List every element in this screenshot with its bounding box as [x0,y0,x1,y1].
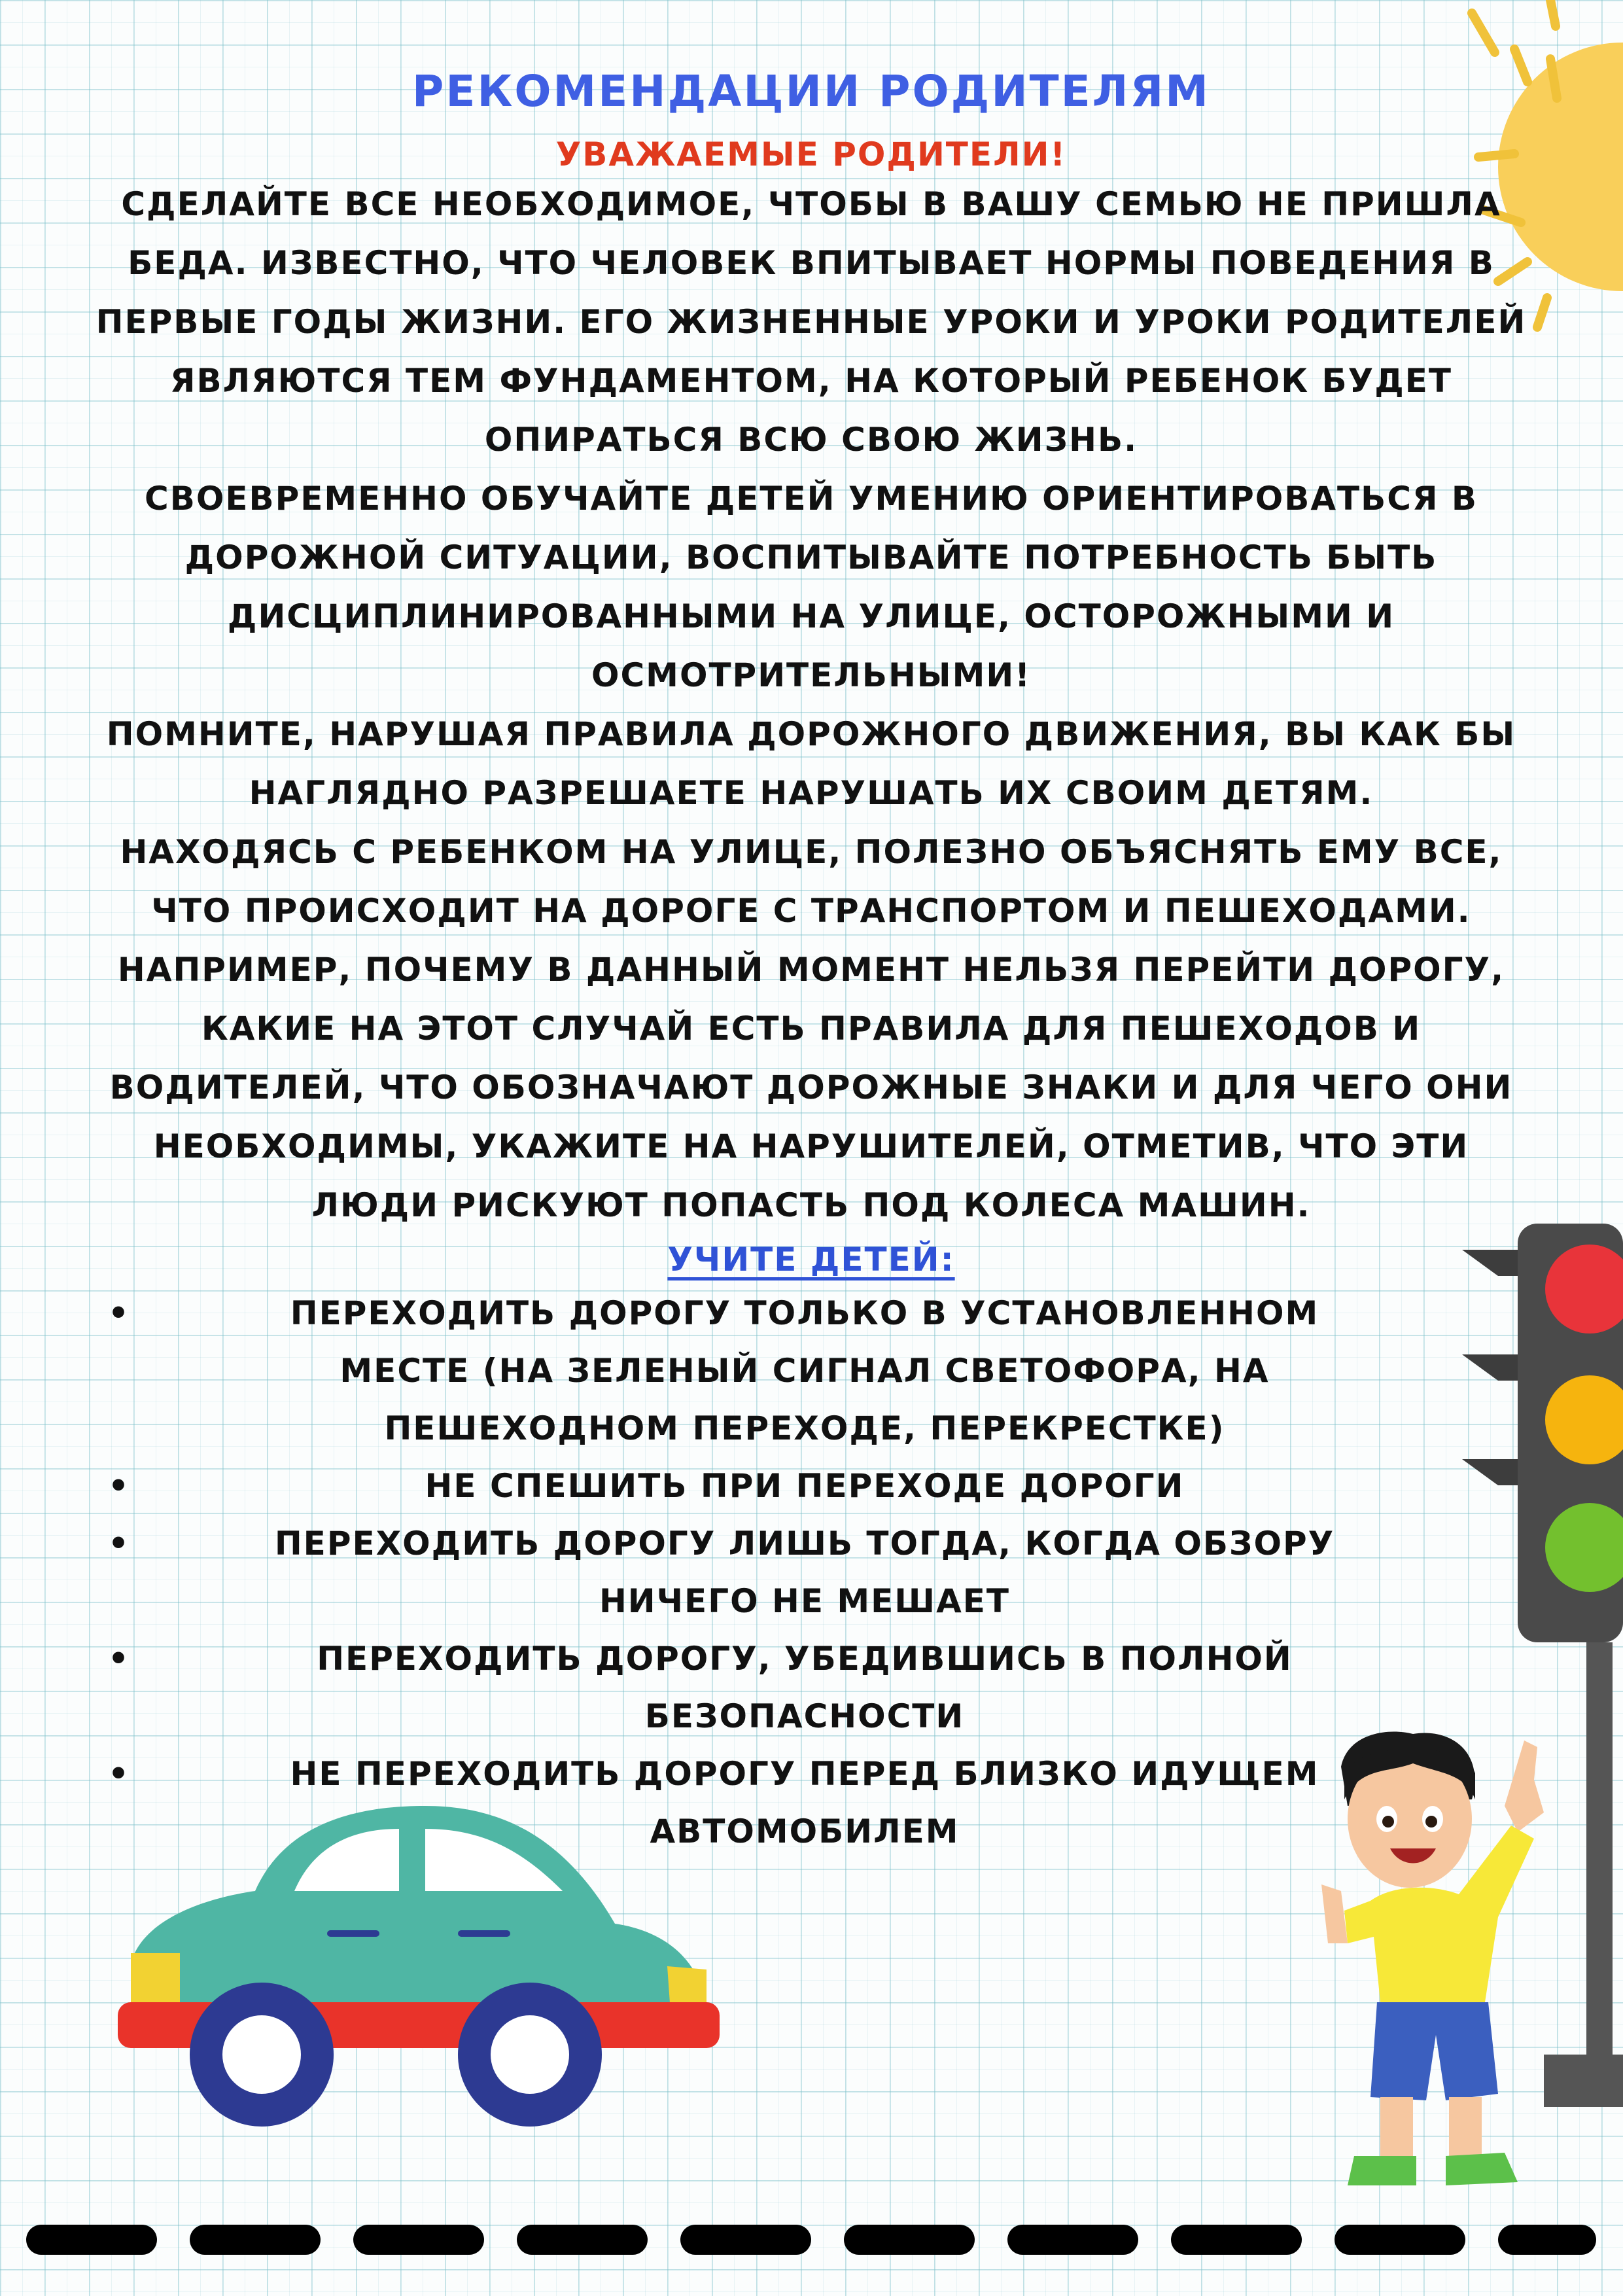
list-item [65,1515,1557,1630]
paragraph-intro: СДЕЛАЙТЕ ВСЕ НЕОБХОДИМОЕ, ЧТОБЫ В ВАШУ СЕМЬЮ НЕ ПРИШЛА БЕДА. ИЗВЕСТНО, ЧТО ЧЕЛОВЕК ВПИТЫВАЕТ НОРМЫ ПОВЕДЕНИЯ В ПЕРВЫЕ ГОДЫ ЖИЗНИ. ЕГО ЖИЗНЕННЫЕ УРОКИ И УРОКИ РОДИТЕЛЕЙ ЯВЛЯЮТСЯ ТЕМ ФУНДАМЕНТОМ, НА КОТОРЫЙ РЕБЕНОК БУДЕТ ОПИРАТЬСЯ ВСЮ СВОЮ ЖИЗНЬ. [96,185,1527,459]
rule-text: НЕ ПЕРЕХОДИТЬ ДОРОГУ ПЕРЕД БЛИЗКО ИДУЩЕМ АВТОМОБИЛЕМ [290,1755,1319,1850]
list-item [65,1630,1557,1745]
rule-text: ПЕРЕХОДИТЬ ДОРОГУ ЛИШЬ ТОГДА, КОГДА ОБЗОРУ НИЧЕГО НЕ МЕШАЕТ [274,1525,1335,1620]
road-dash [190,2225,321,2255]
paragraph-teach-orientation: СВОЕВРЕМЕННО ОБУЧАЙТЕ ДЕТЕЙ УМЕНИЮ ОРИЕНТИРОВАТЬСЯ В ДОРОЖНОЙ СИТУАЦИИ, ВОСПИТЫВАЙТЕ ПОТРЕБНОСТЬ БЫТЬ ДИСЦИПЛИНИРОВАННЫМИ НА УЛИЦЕ, ОСТОРОЖНЫМИ И ОСМОТРИТЕЛЬНЫМИ! [145,480,1478,694]
paragraph-remember: ПОМНИТЕ, НАРУШАЯ ПРАВИЛА ДОРОЖНОГО ДВИЖЕНИЯ, ВЫ КАК БЫ НАГЛЯДНО РАЗРЕШАЕТЕ НАРУШАТЬ ИХ СВОИМ ДЕТЯМ. [106,715,1516,812]
list-item [65,1457,1557,1515]
bullet-icon: • [108,1294,130,1332]
bullet-icon: • [108,1467,130,1505]
rule-text: НЕ СПЕШИТЬ ПРИ ПЕРЕХОДЕ ДОРОГИ [425,1467,1185,1505]
page-title: РЕКОМЕНДАЦИИ РОДИТЕЛЯМ [412,66,1210,116]
road-dash [26,2225,157,2255]
rules-list [65,1284,1557,1860]
road-dash [1498,2225,1596,2255]
bullet-icon: • [108,1755,130,1793]
road-dash [1171,2225,1302,2255]
flyer-text [65,62,1557,1860]
paragraph-explain: НАХОДЯСЬ С РЕБЕНКОМ НА УЛИЦЕ, ПОЛЕЗНО ОБЪЯСНЯТЬ ЕМУ ВСЕ, ЧТО ПРОИСХОДИТ НА ДОРОГЕ С ТРАНСПОРТОМ И ПЕШЕХОДАМИ. НАПРИМЕР, ПОЧЕМУ В ДАННЫЙ МОМЕНТ НЕЛЬЗЯ ПЕРЕЙТИ ДОРОГУ, КАКИЕ НА ЭТОТ СЛУЧАЙ ЕСТЬ ПРАВИЛА ДЛЯ ПЕШЕХОДОВ И ВОДИТЕЛЕЙ, ЧТО ОБОЗНАЧАЮТ ДОРОЖНЫЕ ЗНАКИ И ДЛЯ ЧЕГО ОНИ НЕОБХОДИМЫ, УКАЖИТЕ НА НАРУШИТЕЛЕЙ, ОТМЕТИВ, ЧТО ЭТИ ЛЮДИ РИСКУЮТ ПОПАСТЬ ПОД КОЛЕСА МАШИН. [109,833,1513,1224]
list-item [65,1745,1557,1860]
rule-text: ПЕРЕХОДИТЬ ДОРОГУ, УБЕДИВШИСЬ В ПОЛНОЙ БЕЗОПАСНОСТИ [317,1640,1293,1735]
list-item [65,1284,1557,1457]
road-dash [353,2225,484,2255]
road-dash [1335,2225,1465,2255]
teach-heading: УЧИТЕ ДЕТЕЙ: [667,1241,955,1279]
bullet-icon: • [108,1525,130,1563]
greeting: УВАЖАЕМЫЕ РОДИТЕЛИ! [555,135,1067,173]
road-dash [1007,2225,1138,2255]
bullet-icon: • [108,1640,130,1678]
road-dash [517,2225,648,2255]
road-dash [680,2225,811,2255]
rule-text: ПЕРЕХОДИТЬ ДОРОГУ ТОЛЬКО В УСТАНОВЛЕННОМ МЕСТЕ (НА ЗЕЛЕНЫЙ СИГНАЛ СВЕТОФОРА, НА ПЕШЕХОДНОМ ПЕРЕХОДЕ, ПЕРЕКРЕСТКЕ) [290,1294,1319,1447]
road-dash [844,2225,975,2255]
